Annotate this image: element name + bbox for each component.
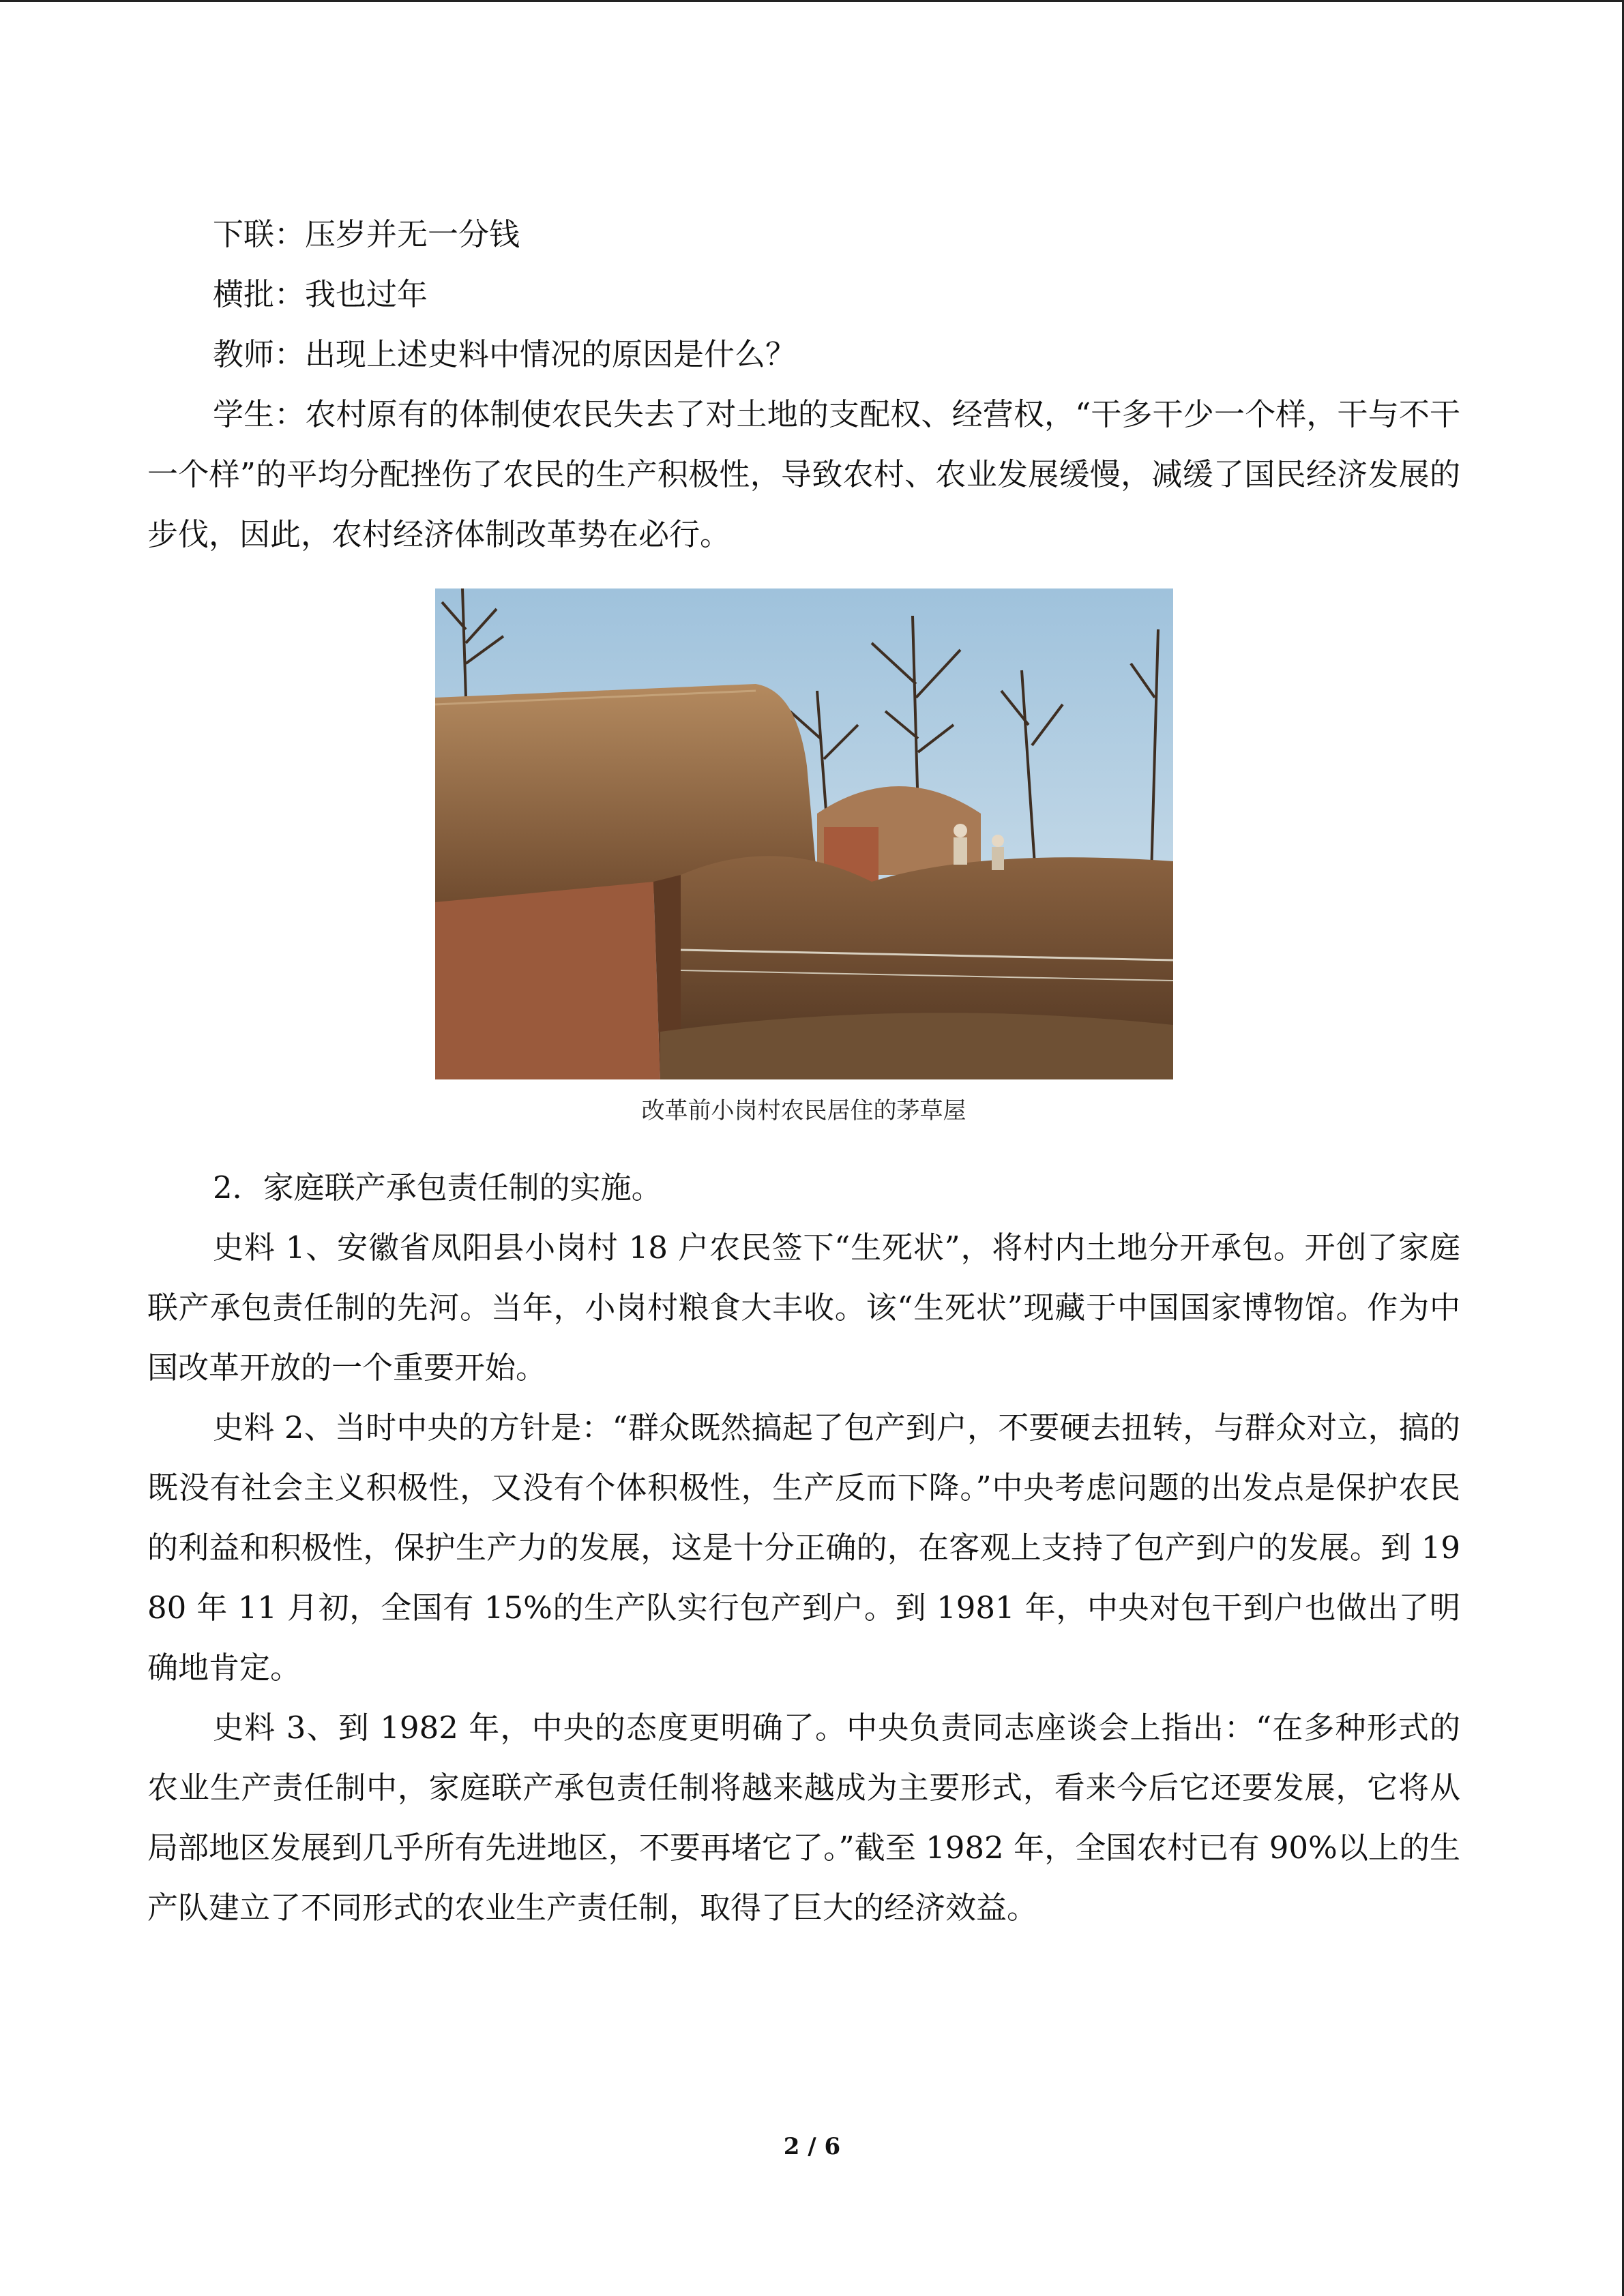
page-content (147, 205, 1460, 1938)
paragraph-student-answer: 学生：农村原有的体制使农民失去了对土地的支配权、经营权，“干多干少一个样，干与不干一个样”的平均分配挫伤了农民的生产积极性，导致农村、农业发展缓慢，减缓了国民经济发展的步伐，因此，农村经济体制改革势在必行。 (147, 396, 1460, 552)
paragraph-source-2: 史料 2、当时中央的方针是：“群众既然搞起了包产到户，不要硬去扭转，与群众对立，搞的既没有社会主义积极性，又没有个体积极性，生产反而下降。”中央考虑问题的出发点是保护农民的利益和积极性，保护生产力的发展，这是十分正确的，在客观上支持了包产到户的发展。到 1980 年 11 月初，全国有 15%的生产队实行包产到户。到 1981 年，中央对包干到户也做出了明确地肯定。 (147, 1410, 1460, 1686)
paragraph-couplet-lower: 下联：压岁并无一分钱 (213, 216, 520, 252)
section-heading-household-contract: 2．家庭联产承包责任制的实施。 (213, 1169, 662, 1206)
thatched-house-photo (435, 588, 1173, 1079)
page-border-top (0, 0, 1624, 2)
figure-thatched-house (435, 588, 1173, 1125)
page-number: 2 / 6 (783, 2133, 841, 2160)
paragraph-source-1: 史料 1、安徽省凤阳县小岗村 18 户农民签下“生死状”，将村内土地分开承包。开创了家庭联产承包责任制的先河。当年，小岗村粮食大丰收。该“生死状”现藏于中国国家博物馆。作为中国改革开放的一个重要开始。 (147, 1229, 1460, 1386)
paragraph-couplet-horizontal: 横批：我也过年 (213, 276, 428, 312)
paragraph-source-3: 史料 3、到 1982 年，中央的态度更明确了。中央负责同志座谈会上指出：“在多种形式的农业生产责任制中，家庭联产承包责任制将越来越成为主要形式，看来今后它还要发展，它将从局部地区发展到几乎所有先进地区，不要再堵它了。”截至 1982 年，全国农村已有 90%以上的生产队建立了不同形式的农业生产责任制，取得了巨大的经济效益。 (147, 1710, 1460, 1926)
figure-caption: 改革前小岗村农民居住的茅草屋 (641, 1097, 966, 1124)
paragraph-teacher-question: 教师：出现上述史料中情况的原因是什么？ (213, 336, 797, 372)
